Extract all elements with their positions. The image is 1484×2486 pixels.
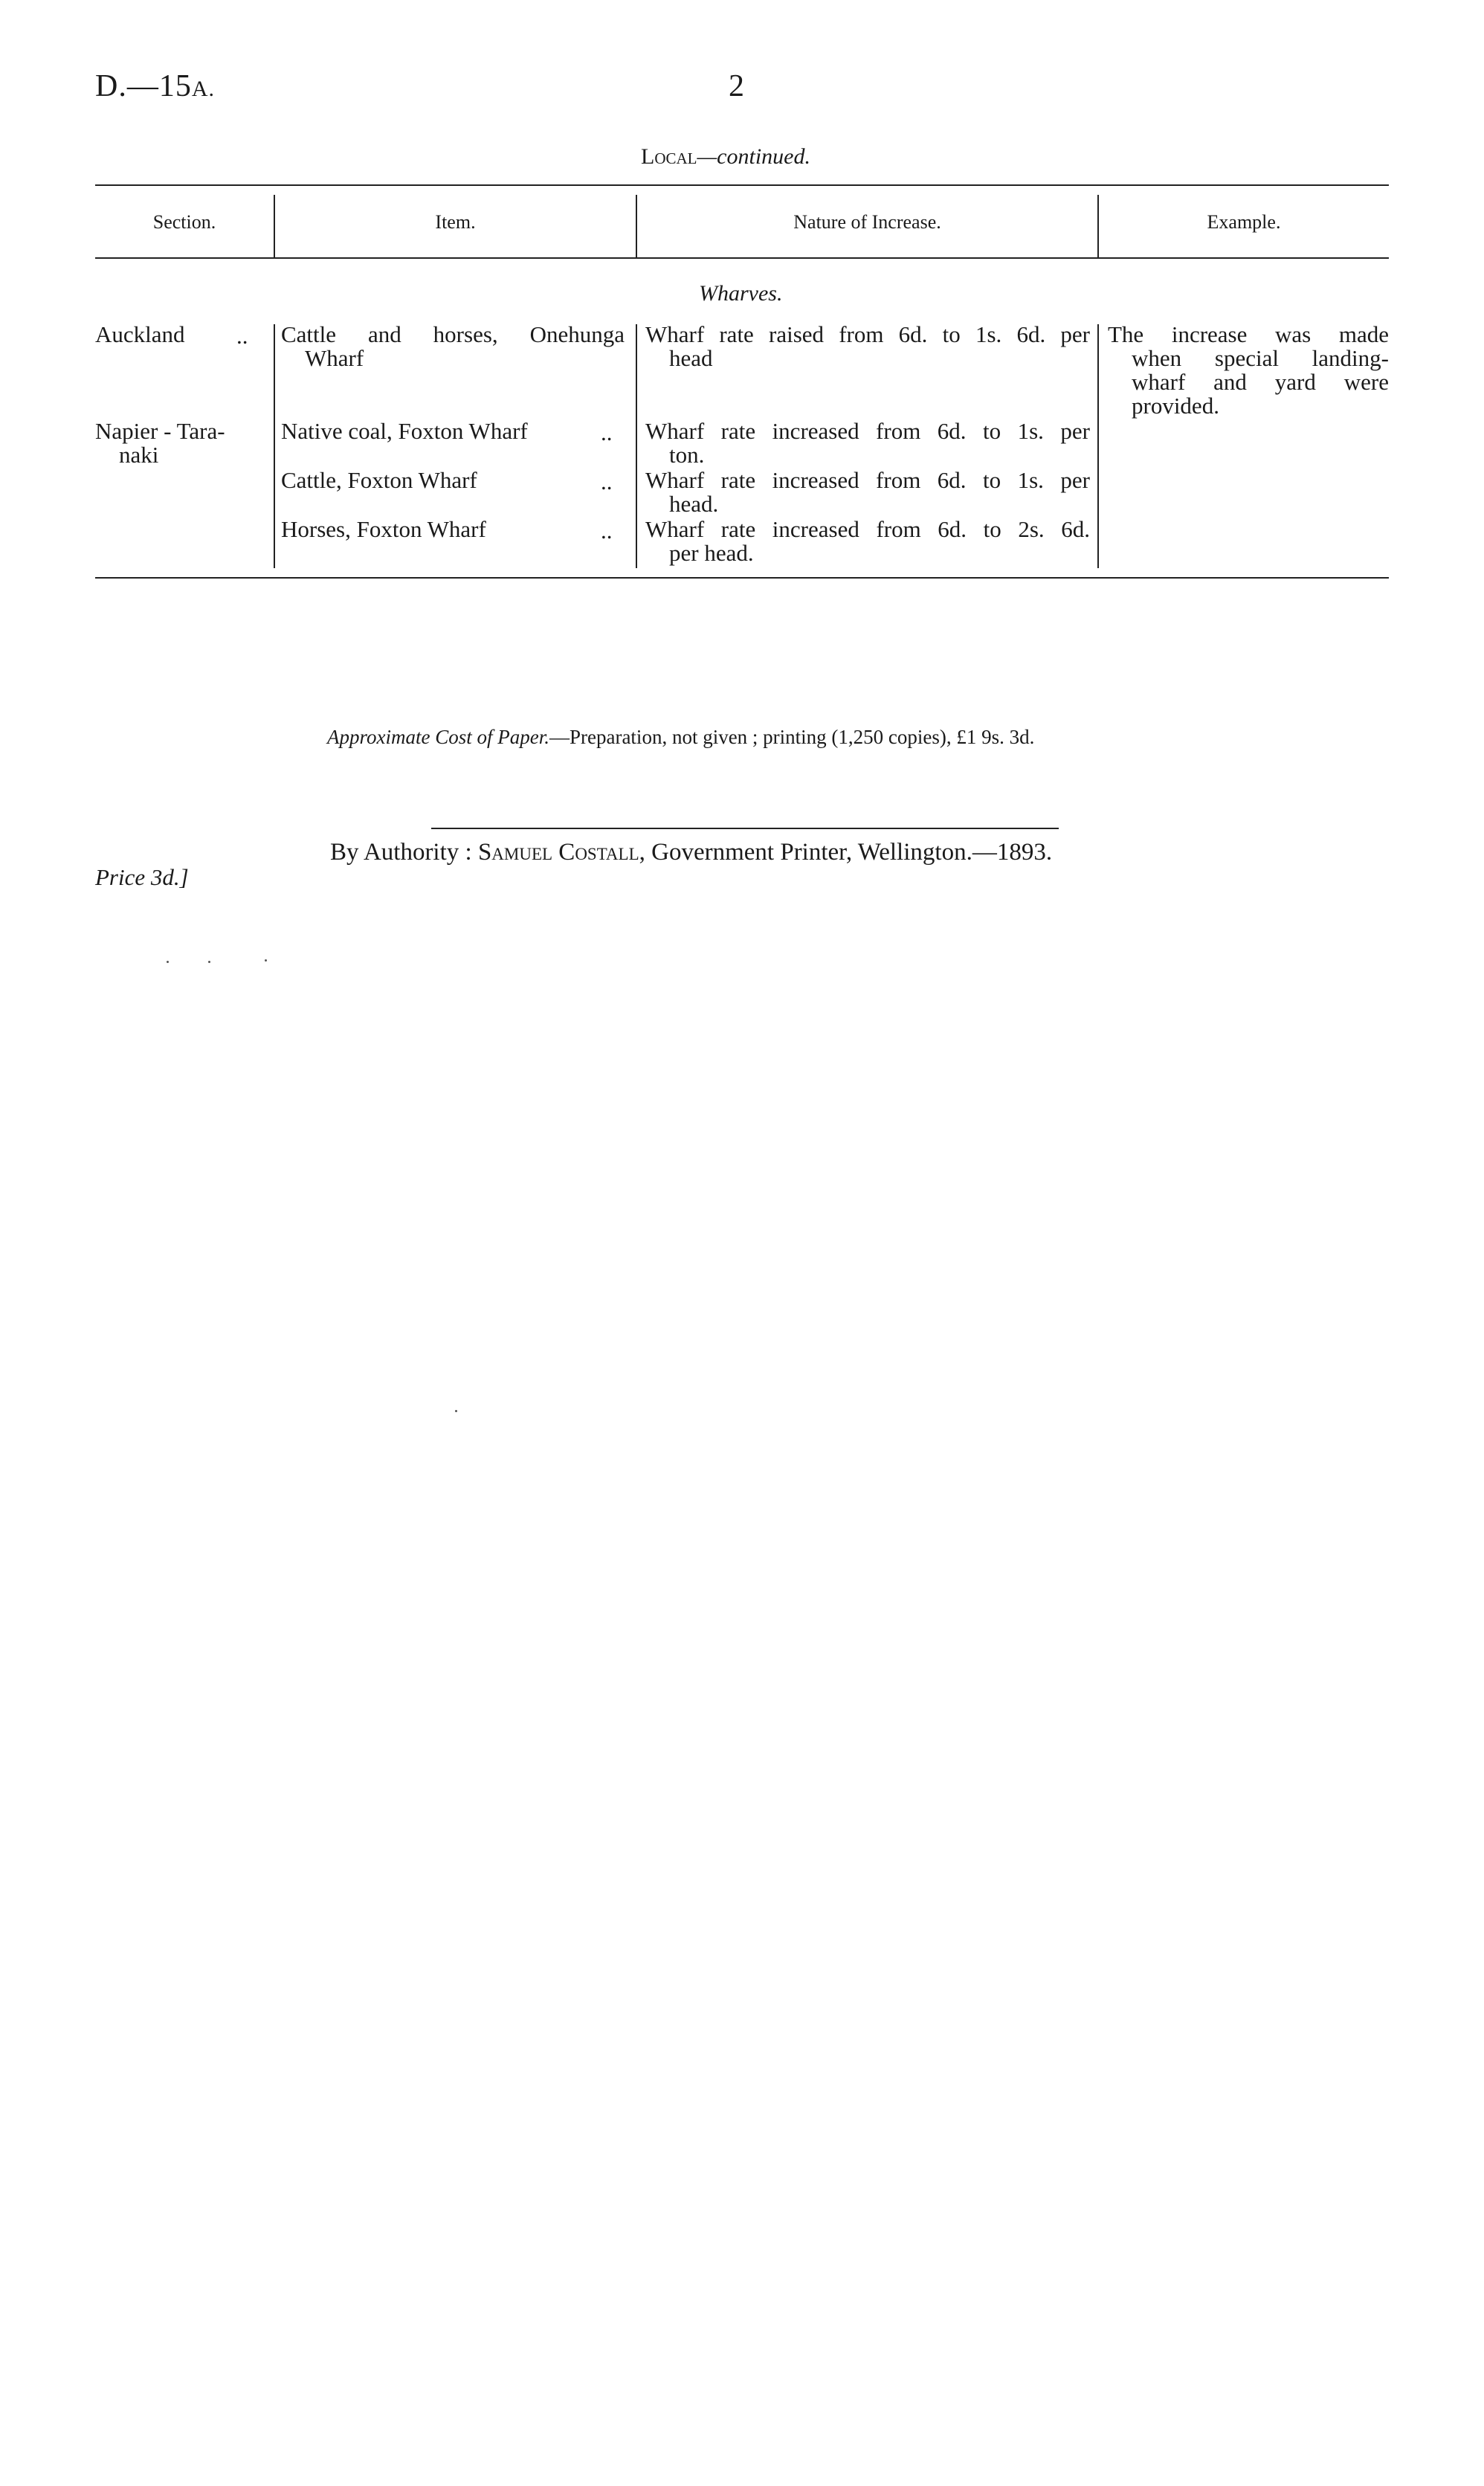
table-bottom-rule bbox=[95, 577, 1389, 579]
nature-cell-line-1: Wharf rate increased from 6d. to 2s. 6d. bbox=[645, 516, 1090, 542]
nature-cell-line-2: ton. bbox=[669, 442, 705, 468]
item-cell: Horses, Foxton Wharf bbox=[281, 516, 486, 542]
scan-speck bbox=[208, 961, 210, 963]
nature-cell-line-2: head. bbox=[669, 491, 719, 517]
page-number: 2 bbox=[729, 69, 744, 103]
nature-cell-line-1: Wharf rate raised from 6d. to 1s. 6d. per bbox=[645, 321, 1090, 347]
table-title-continued: —continued. bbox=[697, 144, 810, 169]
item-leader: .. bbox=[601, 468, 613, 495]
item-leader: .. bbox=[601, 419, 613, 445]
approximate-cost-note bbox=[327, 726, 1034, 749]
column-header-nature: Nature of Increase. bbox=[793, 211, 941, 233]
scan-speck bbox=[265, 959, 267, 962]
price-note: Price 3d.] bbox=[95, 864, 189, 890]
section-leader: .. bbox=[236, 323, 248, 349]
section-cell: Auckland bbox=[95, 321, 185, 347]
cost-text: —Preparation, not given ; printing (1,250 copies), £1 9s. 3d. bbox=[549, 726, 1035, 748]
example-cell-line-1: The increase was made bbox=[1108, 321, 1389, 347]
nature-cell-line-1: Wharf rate increased from 6d. to 1s. per bbox=[645, 418, 1090, 444]
table-title-main: Local bbox=[641, 144, 697, 169]
header-bottom-rule bbox=[95, 257, 1389, 259]
body-divider-3 bbox=[1097, 324, 1099, 568]
column-header-example: Example. bbox=[1207, 211, 1281, 233]
body-divider-1 bbox=[274, 324, 275, 568]
table-top-rule bbox=[95, 184, 1389, 186]
section-cell-line-1: Napier - Tara- bbox=[95, 418, 225, 444]
authority-name: Samuel Costall bbox=[477, 839, 639, 866]
body-divider-2 bbox=[636, 324, 637, 568]
scan-speck bbox=[167, 961, 169, 963]
item-leader: .. bbox=[601, 518, 613, 544]
authority-prefix: By Authority : bbox=[330, 839, 478, 866]
column-header-item: Item. bbox=[435, 211, 476, 233]
nature-cell-line-2: head bbox=[669, 345, 713, 371]
nature-cell-line-1: Wharf rate increased from 6d. to 1s. per bbox=[645, 467, 1090, 493]
document-reference bbox=[95, 68, 215, 104]
column-header-section: Section. bbox=[152, 211, 216, 233]
section-cell-line-2: naki bbox=[119, 442, 159, 468]
authority-rule bbox=[431, 828, 1059, 829]
authority-suffix: , Government Printer, Wellington.—1893. bbox=[639, 839, 1053, 866]
scan-speck bbox=[455, 1410, 457, 1412]
printer-authority bbox=[330, 839, 1052, 866]
example-cell-line-4: provided. bbox=[1132, 393, 1219, 419]
item-cell-line-1: Cattle and horses, Onehunga bbox=[281, 321, 625, 347]
nature-cell-line-2: per head. bbox=[669, 540, 754, 566]
table-subheading: Wharves. bbox=[699, 281, 783, 306]
item-cell-line-2: Wharf bbox=[305, 345, 364, 371]
doc-ref-main: D.—15 bbox=[95, 69, 192, 103]
item-cell: Native coal, Foxton Wharf bbox=[281, 418, 528, 444]
item-cell: Cattle, Foxton Wharf bbox=[281, 467, 477, 493]
example-cell-line-2: when special landing- bbox=[1132, 345, 1389, 371]
doc-ref-suffix: A. bbox=[191, 77, 216, 101]
example-cell-line-3: wharf and yard were bbox=[1132, 369, 1389, 395]
table-title bbox=[641, 144, 810, 170]
cost-label: Approximate Cost of Paper. bbox=[327, 726, 549, 748]
